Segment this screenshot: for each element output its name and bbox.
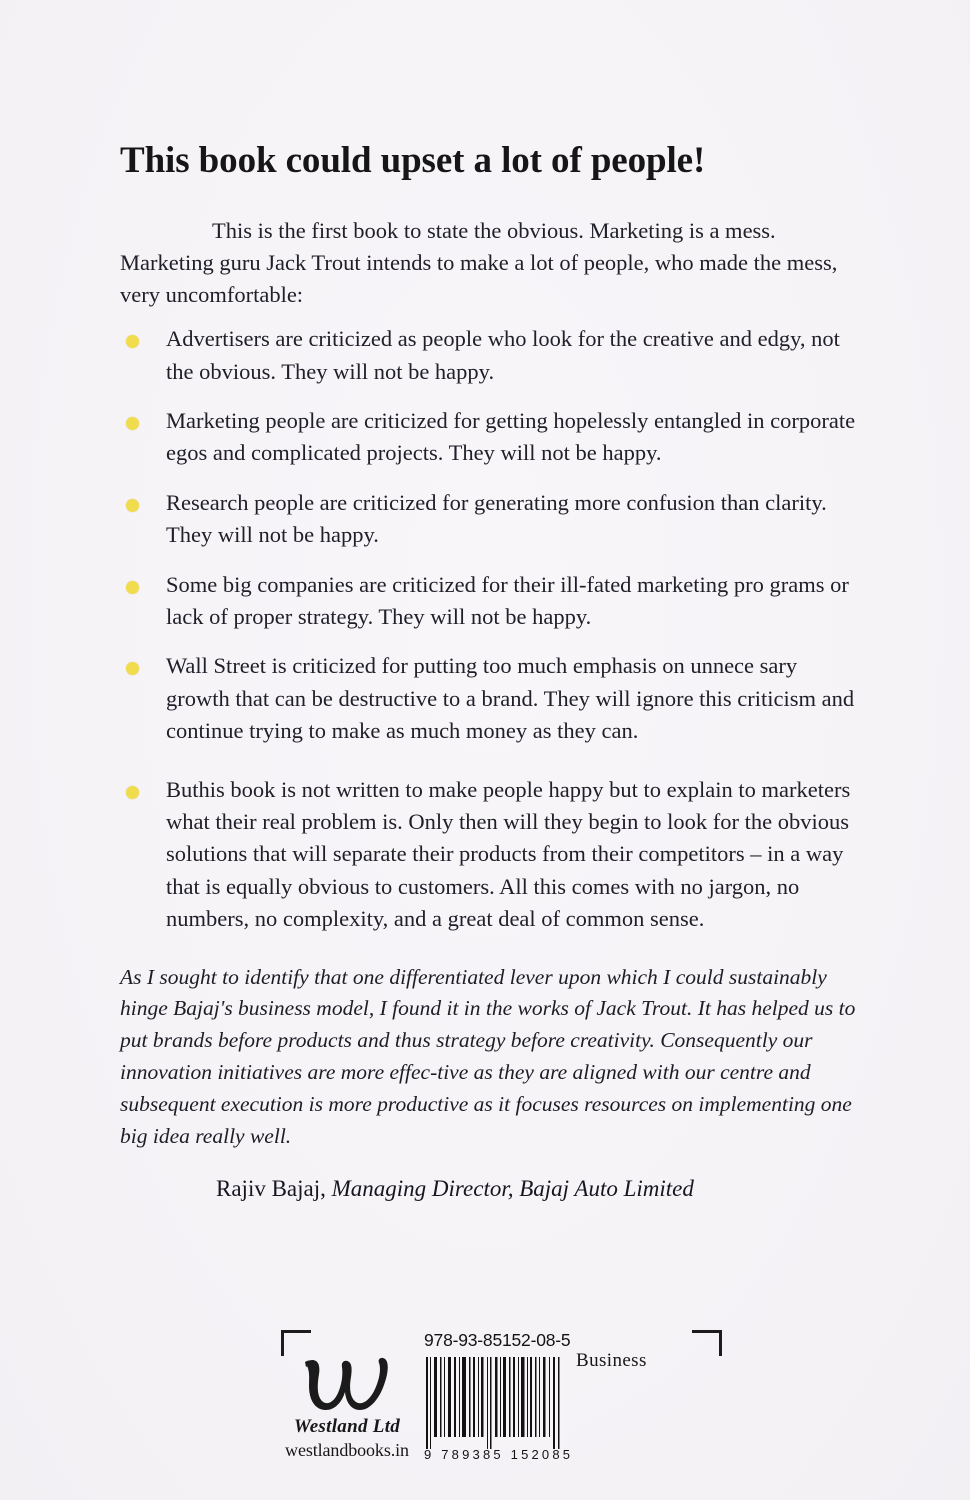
testimonial-quote: As I sought to identify that one differentiated lever upon which I could sustainably hinge Bajaj's business model, I found it in the works of Jack Trout. It has helped us to put brands before products and thus strategy before creativity. Consequently our innovation initiatives are more effec-tive as they are aligned with our centre and subsequent execution is more productive as it focuses resources on implementing one big idea really well.: [120, 964, 856, 1148]
bullet-dot-icon: [126, 662, 139, 675]
testimonial-attribution: [120, 1174, 860, 1204]
attribution-role: Managing Director, Bajaj Auto Limited: [325, 1175, 694, 1201]
list-item: [120, 569, 860, 634]
list-item-text: Marketing people are criticized for getting hopelessly entangled in corporate egos and complicated projects. They will not be happy.: [166, 408, 856, 466]
bullet-list: [120, 323, 860, 935]
list-item: [120, 774, 860, 936]
bullet-dot-icon: [126, 786, 139, 799]
publisher-website: westlandbooks.in: [285, 1440, 409, 1460]
bullet-dot-icon: [126, 417, 139, 430]
intro-paragraph: This is the first book to state the obvious. Marketing is a mess. Marketing guru Jack Trout intends to make a lot of people, who made the mess, very uncomfortable:: [120, 218, 838, 308]
list-item: [120, 487, 860, 552]
bullet-dot-icon: [126, 335, 139, 348]
isbn-block: [424, 1330, 574, 1462]
crop-mark-corner-icon: [692, 1330, 722, 1356]
list-item: [120, 323, 860, 388]
bullet-dot-icon: [126, 581, 139, 594]
publisher-block: [262, 1352, 432, 1461]
barcode-digits: 9 789385 152085: [424, 1447, 574, 1462]
list-item-text: Some big companies are criticized for their ill-fated marketing pro grams or lack of proper strategy. They will not be happy.: [166, 571, 849, 629]
category-label: Business: [576, 1350, 647, 1371]
bullet-dot-icon: [126, 499, 139, 512]
list-item-text: Wall Street is criticized for putting too much emphasis on unnece sary growth that can be destructive to a brand. They will ignore this criticism and continue trying to make as much money as they can.: [166, 653, 855, 744]
publisher-name: Westland Ltd: [293, 1416, 401, 1437]
westland-w-script-logo-icon: [295, 1352, 399, 1414]
list-item-text: Buthis book is not written to make people happy but to explain to marketers what their real problem is. Only then will they begin to look for the obvious solutions that will separate their products from their competitors – in a way that is equally obvious to customers. All this comes with no jargon, no numbers, no complexity, and a great deal of common sense.: [166, 776, 851, 932]
list-item-text: Research people are criticized for generating more confusion than clarity. They will not be happy.: [166, 489, 827, 548]
attribution-name: Rajiv Bajaj,: [216, 1175, 326, 1201]
list-item: [120, 650, 860, 747]
list-item-text: Advertisers are criticized as people who look for the creative and edgy, not the obvious. They will not be happy.: [166, 326, 840, 384]
page-title: This book could upset a lot of people!: [120, 140, 706, 181]
cover-content: [120, 140, 860, 1227]
list-item: [120, 405, 860, 470]
isbn-number: 978-93-85152-08-5: [424, 1330, 571, 1350]
ean13-barcode-icon: [424, 1357, 564, 1449]
